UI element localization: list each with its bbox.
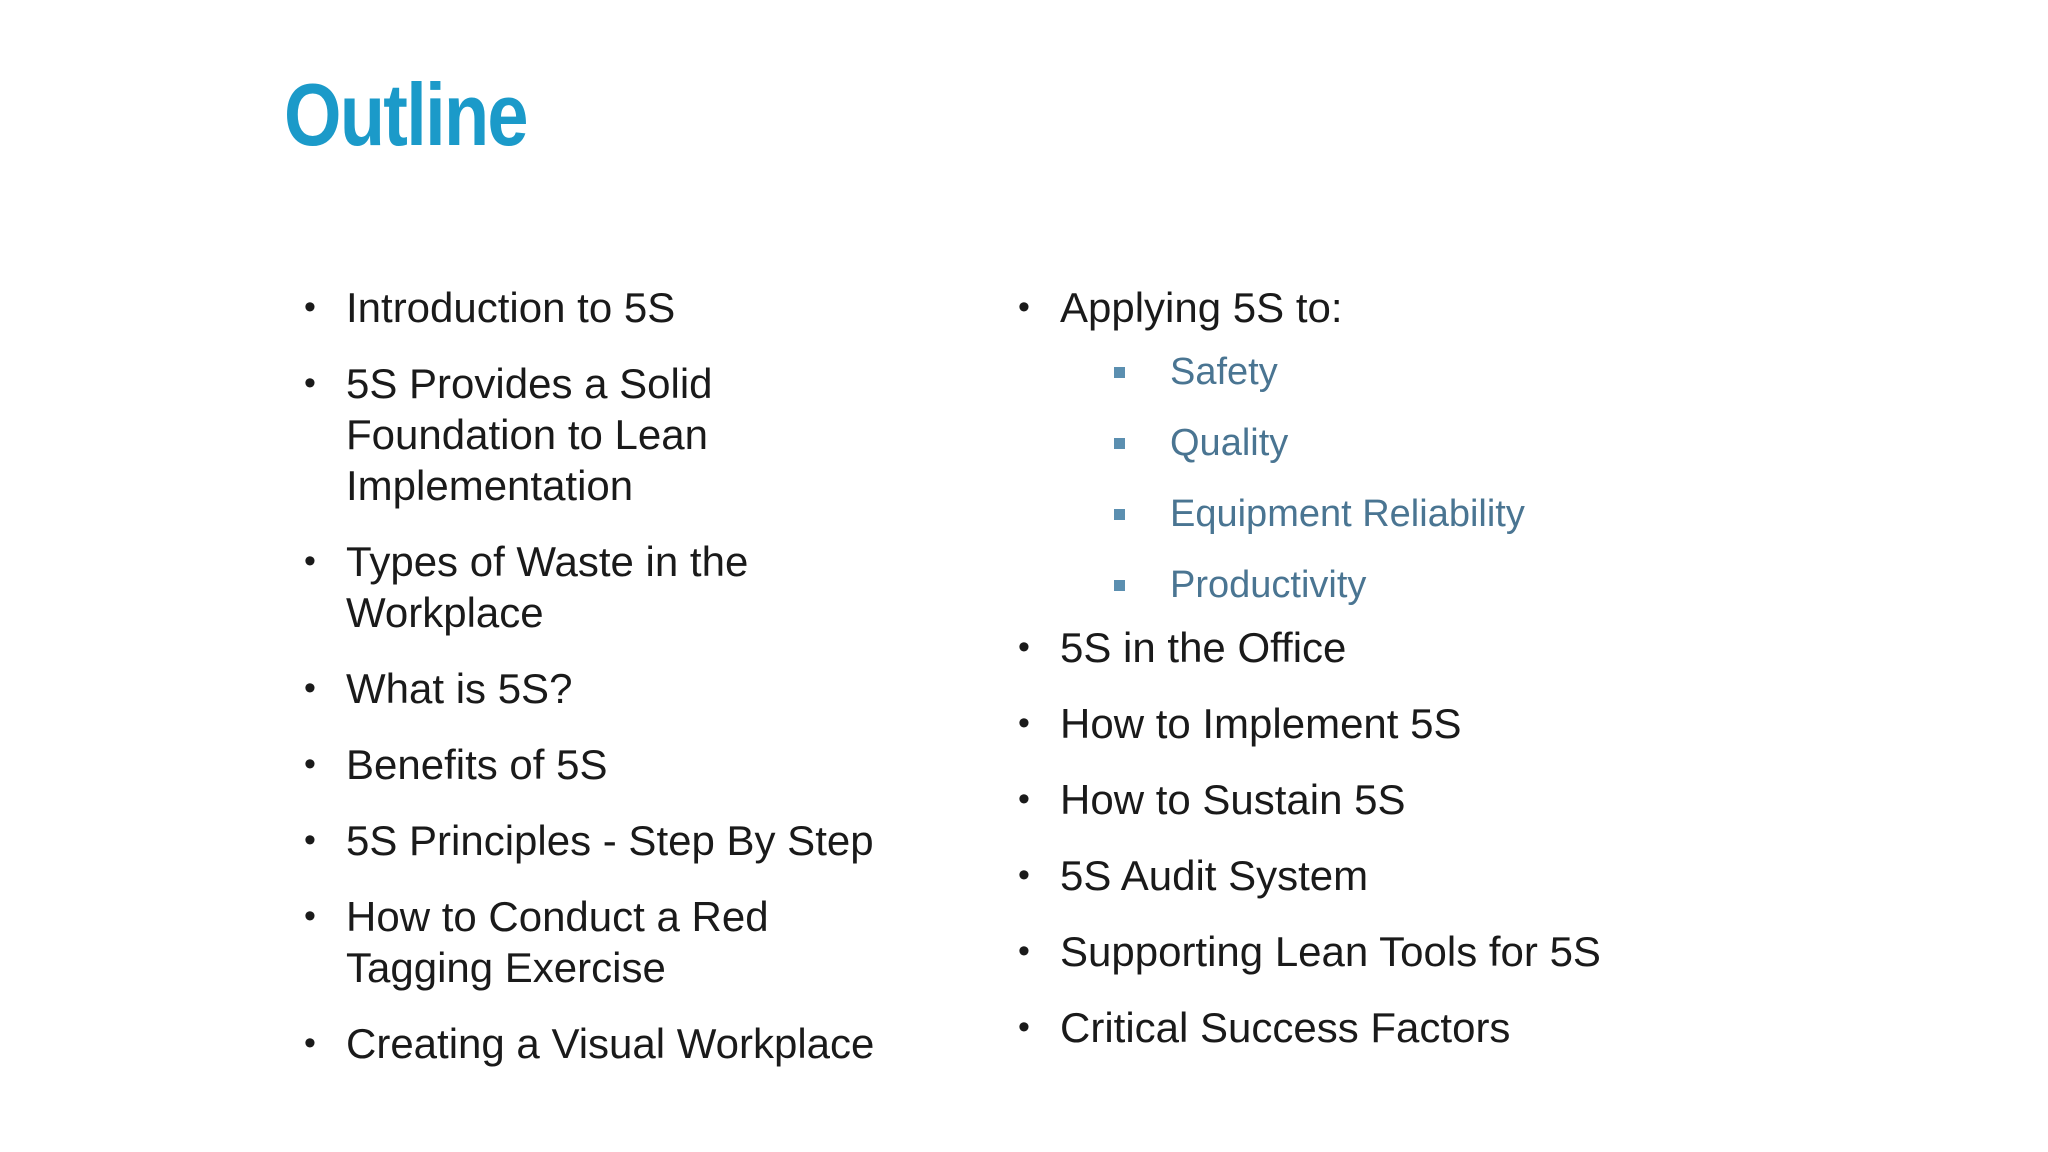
outline-item <box>1014 622 1774 673</box>
bullet-icon: • <box>1018 856 1030 894</box>
outline-item <box>300 891 806 993</box>
square-bullet-icon <box>1114 367 1125 378</box>
outline-item-label: 5S in the Office <box>1060 624 1347 671</box>
outline-left-column <box>300 282 940 1094</box>
outline-item <box>300 536 806 638</box>
outline-item-applying <box>1014 282 1774 608</box>
bullet-icon: • <box>1018 288 1030 326</box>
outline-item-label: Critical Success Factors <box>1060 1004 1511 1051</box>
bullet-icon: • <box>304 288 316 326</box>
outline-item-label: Creating a Visual Workplace <box>346 1020 875 1067</box>
outline-item <box>1014 698 1774 749</box>
sub-item-label: Equipment Reliability <box>1170 493 1525 535</box>
outline-item <box>300 815 940 866</box>
outline-item-label: Types of Waste in the Workplace <box>346 538 749 636</box>
sub-item-label: Productivity <box>1170 564 1367 606</box>
outline-right-column <box>1014 282 1774 1078</box>
outline-item-label: How to Sustain 5S <box>1060 776 1406 823</box>
outline-item <box>300 1018 940 1069</box>
bullet-icon: • <box>1018 1008 1030 1046</box>
outline-item <box>300 663 940 714</box>
outline-item <box>300 358 726 511</box>
outline-item <box>300 739 940 790</box>
bullet-icon: • <box>304 897 316 935</box>
sub-item-safety <box>1060 349 1774 395</box>
outline-item <box>1014 926 1774 977</box>
bullet-icon: • <box>304 1024 316 1062</box>
sub-item-label: Safety <box>1170 351 1278 393</box>
bullet-icon: • <box>304 669 316 707</box>
outline-item-label: Supporting Lean Tools for 5S <box>1060 928 1601 975</box>
square-bullet-icon <box>1114 438 1125 449</box>
square-bullet-icon <box>1114 509 1125 520</box>
sub-item-equipment-reliability <box>1060 491 1774 537</box>
outline-item <box>1014 850 1774 901</box>
outline-item-label: 5S Provides a Solid Foundation to Lean Implementation <box>346 360 713 509</box>
applying-sublist <box>1060 349 1774 608</box>
outline-item-label: What is 5S? <box>346 665 573 712</box>
sub-item-quality <box>1060 420 1774 466</box>
bullet-icon: • <box>304 745 316 783</box>
bullet-icon: • <box>1018 780 1030 818</box>
outline-item-label: How to Conduct a Red Tagging Exercise <box>346 893 769 991</box>
sub-item-label: Quality <box>1170 422 1289 464</box>
bullet-icon: • <box>1018 932 1030 970</box>
sub-item-productivity <box>1060 562 1774 608</box>
slide-title: Outline <box>284 65 527 164</box>
square-bullet-icon <box>1114 580 1125 591</box>
outline-item <box>1014 1002 1774 1053</box>
bullet-icon: • <box>1018 628 1030 666</box>
bullet-icon: • <box>304 542 316 580</box>
outline-item-label: Introduction to 5S <box>346 284 676 331</box>
outline-item-label: 5S Audit System <box>1060 852 1369 899</box>
bullet-icon: • <box>304 364 316 402</box>
outline-item-label: Applying 5S to: <box>1060 284 1343 331</box>
outline-item <box>300 282 940 333</box>
outline-item-label: 5S Principles - Step By Step <box>346 817 874 864</box>
outline-item-label: Benefits of 5S <box>346 741 608 788</box>
bullet-icon: • <box>304 821 316 859</box>
outline-item <box>1014 774 1774 825</box>
outline-item-label: How to Implement 5S <box>1060 700 1462 747</box>
bullet-icon: • <box>1018 704 1030 742</box>
